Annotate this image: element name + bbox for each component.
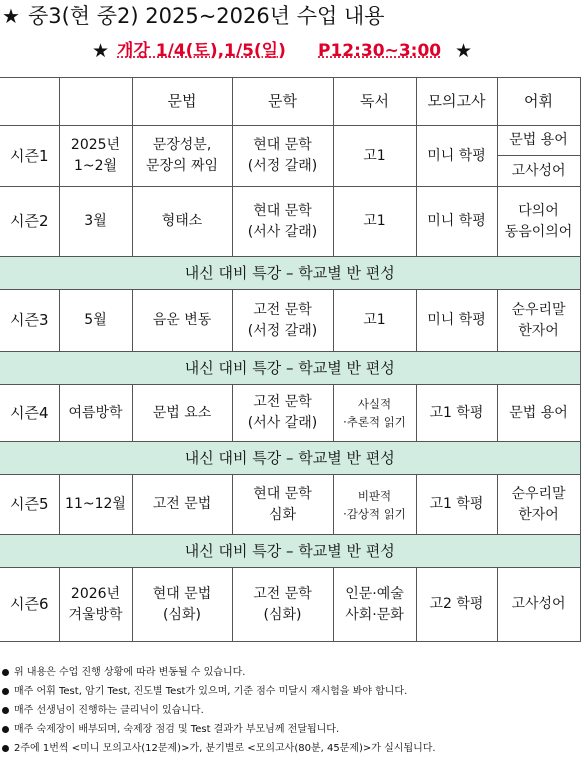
literature-line: 고전 문학	[253, 301, 312, 318]
notes-list	[0, 663, 581, 758]
vocabulary-line: 한자어	[518, 506, 559, 523]
table-row-season1	[0, 126, 580, 156]
vocabulary-cell: 고사성어	[497, 156, 580, 187]
vocabulary-line: 한자어	[518, 322, 559, 339]
note-text: 매주 선생님이 진행하는 클리닉이 있습니다.	[14, 705, 204, 716]
grammar-cell: 문법 요소	[132, 385, 232, 442]
reading-line: 비판적	[357, 488, 392, 503]
literature-cell	[232, 568, 333, 642]
table-row-season4	[0, 385, 580, 442]
vocabulary-cell: 문법 용어	[497, 126, 580, 156]
banner-text: 내신 대비 특강 – 학교별 반 편성	[0, 535, 580, 568]
grammar-cell: 고전 문법	[132, 475, 232, 535]
vocabulary-line: 동음이의어	[504, 223, 573, 240]
season-label: 시즌6	[0, 568, 59, 642]
reading-cell	[333, 385, 416, 442]
bullet-icon	[2, 745, 9, 752]
grammar-line: (심화)	[163, 606, 201, 623]
mock-exam-cell: 고1 학평	[416, 385, 497, 442]
page-title	[0, 0, 581, 34]
header-blank	[59, 78, 132, 126]
bullet-icon	[2, 669, 9, 676]
reading-cell: 고1	[333, 126, 416, 187]
literature-line: (서정 갈래)	[247, 322, 318, 339]
note-item	[0, 663, 581, 682]
title-text: 중3(현 중2) 2025~2026년 수업 내용	[27, 4, 385, 28]
literature-line: (서사 갈래)	[247, 223, 318, 240]
header-literature: 문학	[232, 78, 333, 126]
star-icon: ★	[2, 4, 20, 28]
header-vocabulary: 어휘	[497, 78, 580, 126]
reading-line: ·추론적 읽기	[343, 415, 406, 429]
vocabulary-cell: 고사성어	[497, 568, 580, 642]
special-session-banner	[0, 352, 580, 385]
reading-cell: 고1	[333, 187, 416, 257]
reading-cell	[333, 568, 416, 642]
reading-cell: 고1	[333, 290, 416, 352]
bullet-icon	[2, 688, 9, 695]
bullet-icon	[2, 707, 9, 714]
note-text: 매주 숙제장이 배부되며, 숙제장 점검 및 Test 결과가 부모님께 전달됩니다.	[14, 724, 340, 735]
literature-cell	[232, 290, 333, 352]
grammar-line: 문장성분,	[152, 137, 212, 153]
vocabulary-line: 다의어	[518, 202, 559, 219]
period-line: 겨울방학	[68, 606, 123, 623]
season-label: 시즌1	[0, 126, 59, 187]
note-text: 위 내용은 수업 진행 상황에 따라 변동될 수 있습니다.	[14, 667, 246, 678]
literature-line: (서사 갈래)	[247, 415, 318, 431]
literature-line: 현대 문학	[253, 485, 312, 502]
table-row-season2	[0, 187, 580, 257]
grammar-cell	[132, 568, 232, 642]
header-row	[0, 78, 580, 126]
literature-line: 고전 문학	[253, 585, 312, 602]
note-item	[0, 701, 581, 720]
period-cell: 11~12월	[59, 475, 132, 535]
period-line: 2026년	[70, 585, 121, 602]
banner-text: 내신 대비 특강 – 학교별 반 편성	[0, 442, 580, 475]
grammar-cell: 음운 변동	[132, 290, 232, 352]
mock-exam-cell: 미니 학평	[416, 290, 497, 352]
opening-schedule	[0, 38, 581, 66]
special-session-banner	[0, 535, 580, 568]
literature-cell	[232, 126, 333, 187]
reading-cell	[333, 475, 416, 535]
special-session-banner	[0, 442, 580, 475]
bullet-icon	[2, 726, 9, 733]
period-line: 1~2월	[73, 158, 118, 174]
banner-text: 내신 대비 특강 – 학교별 반 편성	[0, 352, 580, 385]
period-line: 2025년	[70, 137, 121, 153]
note-text: 매주 어휘 Test, 암기 Test, 진도별 Test가 있으며, 기준 점수 미달시 재시험을 봐야 합니다.	[14, 686, 408, 697]
reading-line: 인문·예술	[345, 585, 404, 602]
literature-cell	[232, 187, 333, 257]
literature-line: (서정 갈래)	[247, 158, 318, 174]
banner-text: 내신 대비 특강 – 학교별 반 편성	[0, 257, 580, 290]
vocabulary-cell: 문법 용어	[497, 385, 580, 442]
season-label: 시즌5	[0, 475, 59, 535]
reading-line: 사실적	[357, 397, 392, 411]
table-row-season5	[0, 475, 580, 535]
class-time: P12:30~3:00	[318, 41, 442, 61]
note-item	[0, 739, 581, 758]
literature-cell	[232, 385, 333, 442]
star-icon: ★	[455, 40, 473, 62]
header-reading: 독서	[333, 78, 416, 126]
literature-line: 현대 문학	[253, 202, 312, 219]
grammar-cell	[132, 126, 232, 187]
vocabulary-cell	[497, 290, 580, 352]
period-cell	[59, 568, 132, 642]
mock-exam-cell: 고2 학평	[416, 568, 497, 642]
mock-exam-cell: 미니 학평	[416, 126, 497, 187]
literature-line: 심화	[268, 506, 297, 523]
season-label: 시즌3	[0, 290, 59, 352]
vocabulary-line: 순우리말	[511, 301, 566, 318]
table-row-season6	[0, 568, 580, 642]
special-session-banner	[0, 257, 580, 290]
vocabulary-cell	[497, 187, 580, 257]
reading-line: 사회·문화	[345, 606, 404, 623]
star-icon: ★	[92, 40, 110, 62]
literature-line: 고전 문학	[253, 394, 312, 410]
literature-line: (심화)	[263, 606, 302, 623]
grammar-cell: 형태소	[132, 187, 232, 257]
note-item	[0, 682, 581, 701]
vocabulary-cell	[497, 475, 580, 535]
curriculum-table	[0, 77, 581, 642]
mock-exam-cell: 미니 학평	[416, 187, 497, 257]
note-text: 2주에 1번씩 <미니 모의고사(12문제)>가, 분기별로 <모의고사(80분, 45문제)>가 실시됩니다.	[14, 743, 436, 754]
header-blank	[0, 78, 59, 126]
period-cell: 5월	[59, 290, 132, 352]
vocabulary-line: 순우리말	[511, 485, 566, 502]
mock-exam-cell: 고1 학평	[416, 475, 497, 535]
table-row-season3	[0, 290, 580, 352]
header-mock-exam: 모의고사	[416, 78, 497, 126]
period-cell: 여름방학	[59, 385, 132, 442]
season-label: 시즌4	[0, 385, 59, 442]
note-item	[0, 720, 581, 739]
grammar-line: 현대 문법	[152, 585, 212, 602]
season-label: 시즌2	[0, 187, 59, 257]
literature-cell	[232, 475, 333, 535]
grammar-line: 문장의 짜임	[145, 158, 219, 174]
literature-line: 현대 문학	[253, 137, 312, 153]
period-cell	[59, 126, 132, 187]
period-cell: 3월	[59, 187, 132, 257]
opening-date: 개강 1/4(토),1/5(일)	[117, 41, 286, 61]
header-grammar: 문법	[132, 78, 232, 126]
reading-line: ·감상적 읽기	[343, 506, 406, 521]
